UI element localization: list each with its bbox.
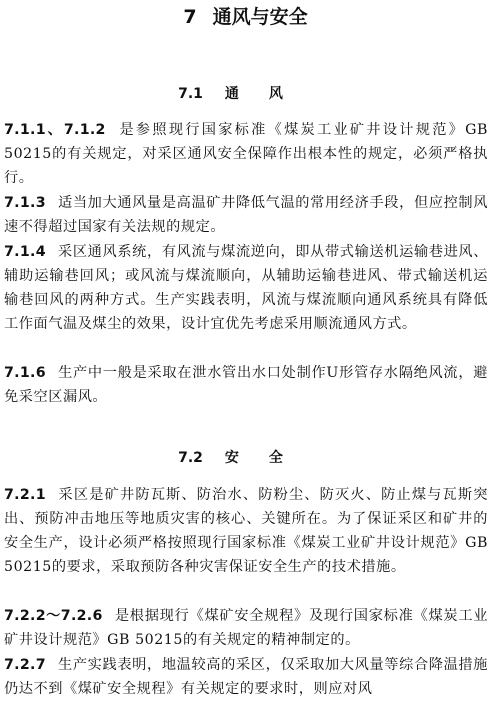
clause-paragraph [4, 191, 488, 239]
clause-paragraph [4, 118, 488, 190]
clause-text: 采区通风系统，有风流与煤流逆向，即从带式输送机运输巷进风、辅助运输巷回风；或风流与煤流顺向，从辅助运输巷进风、带式输送机运输巷回风的两种方式。生产实践表明，风流与煤流顺向通风系统具有降低工作面气温及煤尘的效果，设计宜优先考虑采用顺流通风方式。 [4, 244, 488, 333]
clause-paragraph [4, 361, 488, 409]
clause-paragraph [4, 483, 488, 579]
clause-label: 7.2.7 [4, 657, 46, 673]
clause-text: 生产实践表明，地温较高的采区，仅采取加大风量等综合降温措施仍达不到《煤矿安全规程》有关规定的要求时，则应对风 [4, 657, 488, 698]
clause-label: 7.2.2～7.2.6 [4, 608, 103, 624]
clause-paragraph [4, 604, 488, 652]
section-number: 7.2 [178, 450, 203, 466]
clause-paragraph [4, 653, 488, 701]
clause-text: 是参照现行国家标准《煤炭工业矿井设计规范》GB 50215的有关规定，对采区通风安全保障作出根本性的规定，必须严格执行。 [4, 122, 488, 187]
section-heading [0, 84, 491, 104]
clause-label: 7.2.1 [4, 487, 46, 503]
clause-label: 7.1.1、7.1.2 [4, 122, 106, 138]
section-number: 7.1 [178, 86, 203, 102]
clause-text: 生产中一般是采取在泄水管出水口处制作U形管存水隔绝风流，避免采空区漏风。 [4, 365, 488, 406]
clause-text: 采区是矿井防瓦斯、防治水、防粉尘、防灭火、防止煤与瓦斯突出、预防冲击地压等地质灾害的核心、关键所在。为了保证采区和矿井的安全生产，设计必须严格按照现行国家标准《煤炭工业矿井设计规范》GB 50215的要求，采取预防各种灾害保证安全生产的技术措施。 [4, 487, 488, 576]
clause-label: 7.1.4 [4, 244, 46, 260]
chapter-number: 7 [183, 6, 197, 28]
section-heading [0, 448, 491, 468]
section-title-text: 通风 [224, 86, 313, 102]
clause-label: 7.1.3 [4, 195, 46, 211]
clause-label: 7.1.6 [4, 365, 46, 381]
clause-text: 是根据现行《煤矿安全规程》及现行国家标准《煤炭工业矿井设计规范》GB 50215的有关规定的精神制定的。 [4, 608, 488, 649]
clause-text: 适当加大通风量是高温矿井降低气温的常用经济手段，但应控制风速不得超过国家有关法规的规定。 [4, 195, 488, 236]
clause-paragraph [4, 240, 488, 336]
chapter-title [0, 5, 491, 29]
section-title-text: 安全 [224, 450, 313, 466]
chapter-title-text: 通风与安全 [212, 6, 308, 28]
